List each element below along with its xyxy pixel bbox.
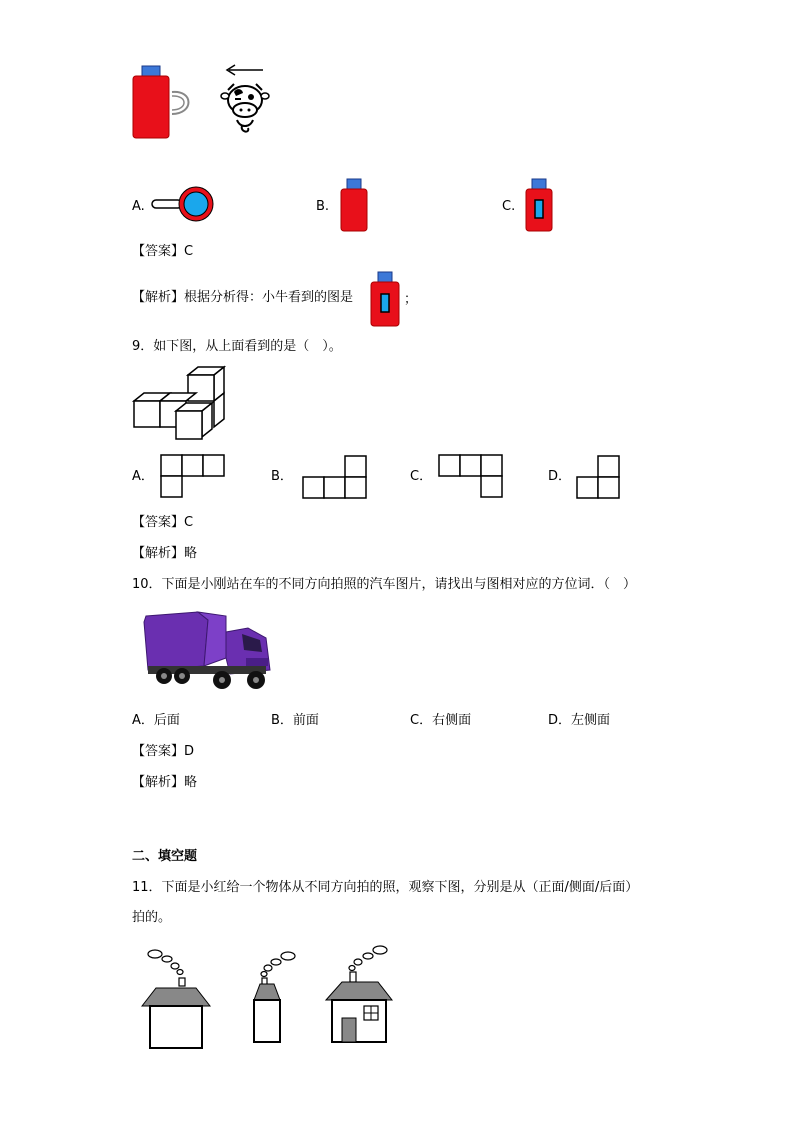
q11-question-line1: 11．下面是小红给一个物体从不同方向拍的照，观察下图，分别是从（正面/侧面/后面） (132, 880, 639, 895)
arrow-left-icon (225, 64, 265, 76)
q9-option-b-label: B． (271, 469, 293, 484)
q8-option-b-front-view[interactable] (338, 176, 370, 234)
q8-option-a-top-view[interactable] (150, 186, 216, 224)
q8-analysis-bottle-image (368, 270, 402, 328)
truck-image (138, 610, 278, 694)
q9-answer: 【答案】C (132, 515, 194, 530)
q8-option-a-label: A. (132, 199, 145, 214)
q9-option-d-grid[interactable] (576, 455, 622, 499)
q11-house-back-view (138, 942, 212, 1050)
section-heading: 二、填空题 (132, 849, 198, 864)
q9-question: 9．如下图，从上面看到的是（ ）。 (132, 339, 342, 354)
q11-house-side-view (250, 948, 302, 1046)
q8-analysis-suffix: ； (404, 292, 418, 307)
q8-thermos-figure (128, 62, 198, 142)
q10-analysis: 【解析】略 (132, 775, 198, 790)
q10-answer: 【答案】D (132, 744, 195, 759)
q10-option-c[interactable]: C．右侧面 (410, 713, 472, 728)
q9-analysis: 【解析】略 (132, 546, 198, 561)
q11-question-line2: 拍的。 (132, 910, 172, 925)
q9-option-a-label: A． (132, 469, 154, 484)
q9-option-c-label: C． (410, 469, 433, 484)
q8-option-c-label: C. (502, 199, 516, 214)
q9-option-b-grid[interactable] (302, 455, 368, 499)
q8-analysis-text: 【解析】根据分析得：小牛看到的图是 (132, 290, 354, 305)
q10-option-b[interactable]: B．前面 (271, 713, 319, 728)
q8-answer: 【答案】C (132, 244, 194, 259)
q9-cube-stack-figure (132, 365, 228, 441)
q11-house-front-view (322, 942, 398, 1046)
q9-option-c-grid[interactable] (438, 454, 504, 498)
q10-question: 10．下面是小刚站在车的不同方向拍照的汽车图片，请找出与图相对应的方位词．（ ） (132, 577, 637, 592)
q8-option-b-label: B. (316, 199, 330, 214)
q10-option-d[interactable]: D．左侧面 (548, 713, 611, 728)
q8-option-c-handle-view[interactable] (523, 176, 555, 234)
q10-option-a[interactable]: A．后面 (132, 713, 180, 728)
cow-icon (222, 80, 268, 138)
q9-option-a-grid[interactable] (160, 454, 226, 498)
q9-option-d-label: D． (548, 469, 572, 484)
